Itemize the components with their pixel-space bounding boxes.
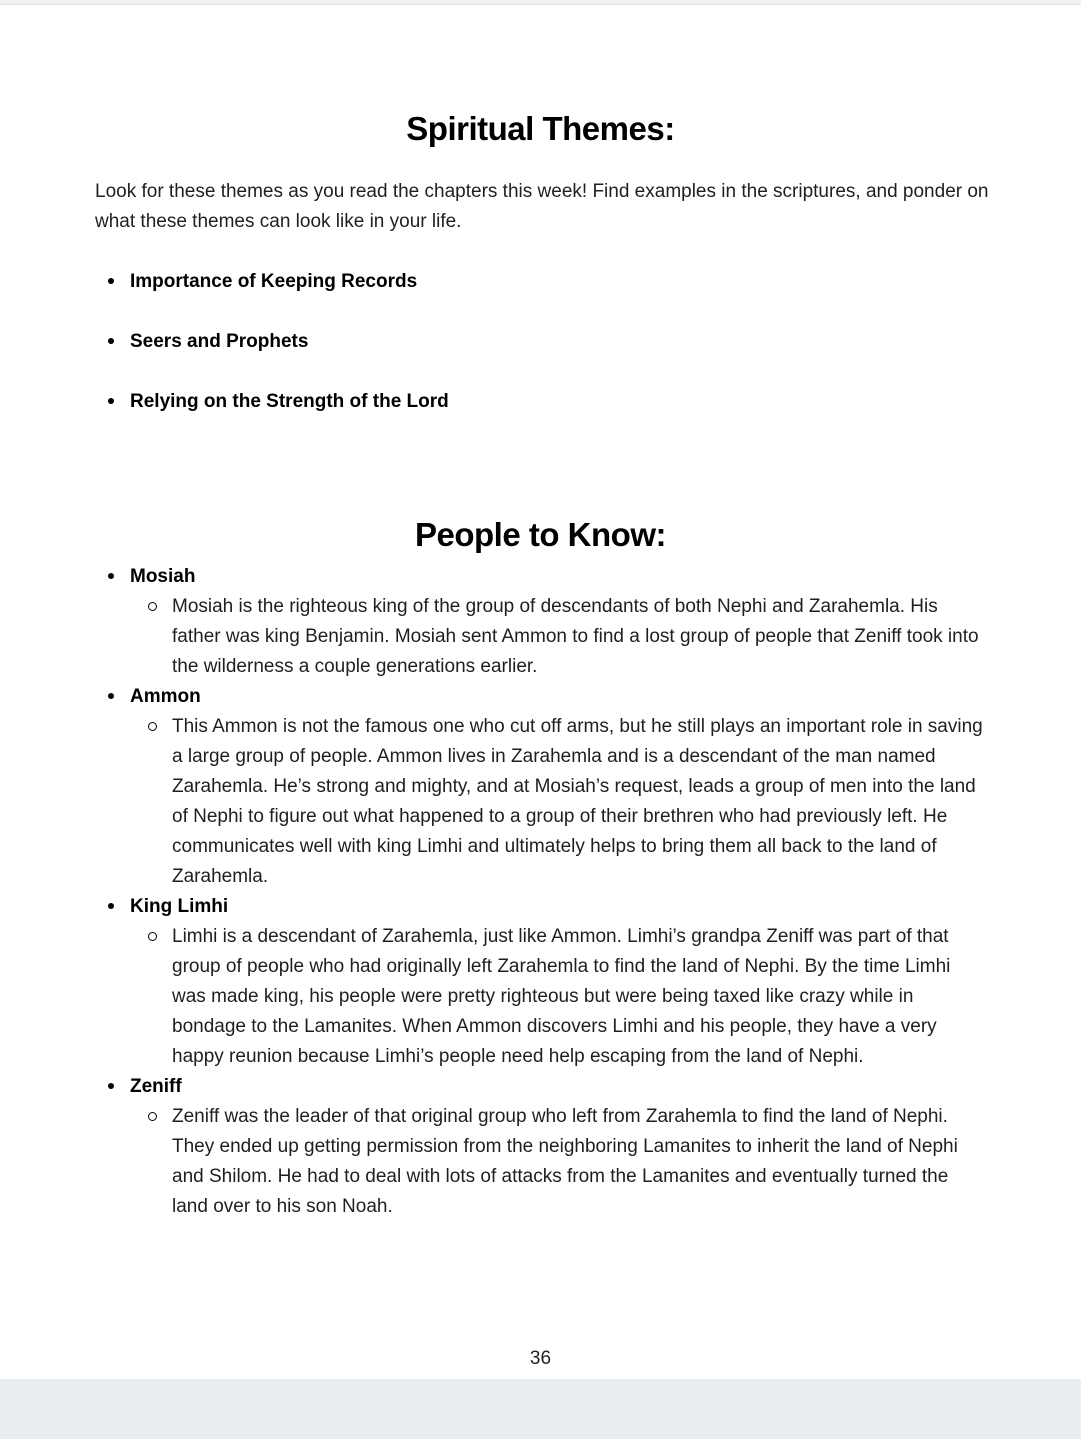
list-item bbox=[108, 327, 986, 357]
person-name-row bbox=[108, 562, 986, 592]
spiritual-themes-title: Spiritual Themes: bbox=[406, 110, 675, 147]
bullet-icon bbox=[108, 278, 114, 284]
person-sub-item bbox=[108, 922, 986, 1072]
bullet-icon bbox=[108, 1083, 114, 1089]
bullet-icon bbox=[108, 903, 114, 909]
list-item bbox=[108, 682, 986, 892]
page-content bbox=[0, 109, 1081, 1222]
hollow-bullet-icon bbox=[148, 1112, 157, 1121]
person-name-row bbox=[108, 892, 986, 922]
theme-label: Importance of Keeping Records bbox=[130, 271, 418, 292]
list-item bbox=[108, 1072, 986, 1222]
person-sub-item bbox=[108, 592, 986, 682]
person-name: Mosiah bbox=[130, 566, 196, 587]
person-description: This Ammon is not the famous one who cut off arms, but he still plays an important role in saving a large group of people. Ammon lives in Zarahemla and is a descendant of the man named Zarahemla. He’s strong and mighty, and at Mosiah’s request, leads a group of men into the land of Nephi to figure out what happened to a group of their brethren who had previously left. He communicates well with king Limhi and ultimately helps to bring them all back to the land of Zarahemla. bbox=[172, 716, 983, 887]
hollow-bullet-icon bbox=[148, 932, 157, 941]
person-sub-item bbox=[108, 1102, 986, 1222]
person-name: Zeniff bbox=[130, 1076, 182, 1097]
people-to-know-title: People to Know: bbox=[415, 516, 666, 553]
person-description: Zeniff was the leader of that original group who left from Zarahemla to find the land of Nephi. They ended up getting permission from the neighboring Lamanites to inherit the land of Nephi and Shilom. He had to deal with lots of attacks from the Lamanites and eventually turned the land over to his son Noah. bbox=[172, 1106, 958, 1217]
page-top-edge bbox=[0, 0, 1081, 5]
bullet-icon bbox=[108, 338, 114, 344]
spiritual-themes-intro: Look for these themes as you read the chapters this week! Find examples in the scriptures, and ponder on what these themes can look like in your life. bbox=[95, 181, 989, 232]
person-name: King Limhi bbox=[130, 896, 229, 917]
list-item bbox=[108, 387, 986, 417]
footer-band bbox=[0, 1379, 1081, 1439]
list-item bbox=[108, 892, 986, 1072]
person-description: Mosiah is the righteous king of the group of descendants of both Nephi and Zarahemla. His father was king Benjamin. Mosiah sent Ammon to find a lost group of people that Zeniff took into the wilderness a couple generations earlier. bbox=[172, 596, 979, 677]
list-item bbox=[108, 267, 986, 297]
person-name-row bbox=[108, 682, 986, 712]
person-name: Ammon bbox=[130, 686, 201, 707]
hollow-bullet-icon bbox=[148, 722, 157, 731]
bullet-icon bbox=[108, 398, 114, 404]
theme-label: Relying on the Strength of the Lord bbox=[130, 391, 449, 412]
bullet-icon bbox=[108, 573, 114, 579]
spiritual-themes-list bbox=[95, 267, 986, 417]
person-name-row bbox=[108, 1072, 986, 1102]
person-description: Limhi is a descendant of Zarahemla, just like Ammon. Limhi’s grandpa Zeniff was part of that group of people who had originally left Zarahemla to find the land of Nephi. By the time Limhi was made king, his people were pretty righteous but were being taxed like crazy while in bondage to the Lamanites. When Ammon discovers Limhi and his people, they have a very happy reunion because Limhi’s people need help escaping from the land of Nephi. bbox=[172, 926, 951, 1067]
people-to-know-list bbox=[95, 562, 986, 1222]
theme-label: Seers and Prophets bbox=[130, 331, 309, 352]
bullet-icon bbox=[108, 693, 114, 699]
hollow-bullet-icon bbox=[148, 602, 157, 611]
page-number: 36 bbox=[529, 1348, 552, 1369]
person-sub-item bbox=[108, 712, 986, 892]
list-item bbox=[108, 562, 986, 682]
